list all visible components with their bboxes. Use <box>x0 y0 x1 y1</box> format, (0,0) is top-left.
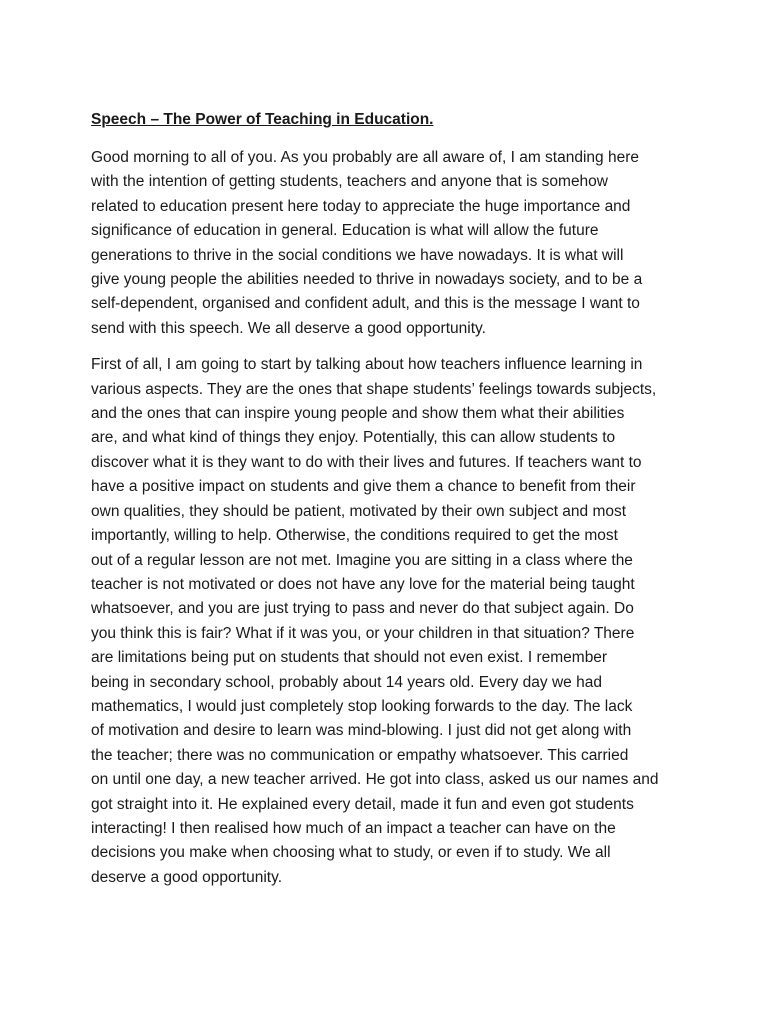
paragraph-line: and the ones that can inspire young people and show them what their abilities <box>91 405 625 423</box>
paragraph-line: on until one day, a new teacher arrived. He got into class, asked us our names and <box>91 771 659 789</box>
paragraph-line: Good morning to all of you. As you probably are all aware of, I am standing here <box>91 149 639 166</box>
paragraph-line: of motivation and desire to learn was mind-blowing. I just did not get along with <box>91 722 632 740</box>
document-title: Speech – The Power of Teaching in Education. <box>91 111 434 128</box>
paragraph-line: being in secondary school, probably about 14 years old. Every day we had <box>91 673 602 691</box>
paragraph-line: decisions you make when choosing what to study, or even if to study. We all <box>91 844 611 862</box>
paragraph-line: significance of education in general. Education is what will allow the future <box>91 222 599 240</box>
paragraph-line: with the intention of getting students, teachers and anyone that is somehow <box>91 173 608 191</box>
paragraph-line: the teacher; there was no communication or empathy whatsoever. This carried <box>91 746 629 764</box>
paragraph-line: got straight into it. He explained every detail, made it fun and even got students <box>91 795 634 813</box>
paragraph-line: deserve a good opportunity. <box>91 868 283 886</box>
paragraph-line: are, and what kind of things they enjoy. Potentially, this can allow students to <box>91 429 616 447</box>
paragraph-line: interacting! I then realised how much of an impact a teacher can have on the <box>91 819 616 837</box>
paragraph-line: mathematics, I would just completely stop looking forwards to the day. The lack <box>91 697 633 715</box>
paragraph-line: generations to thrive in the social conditions we have nowadays. It is what will <box>91 246 624 264</box>
paragraph-line: out of a regular lesson are not met. Imagine you are sitting in a class where the <box>91 551 633 569</box>
paragraph-line: own qualities, they should be patient, motivated by their own subject and most <box>91 502 627 520</box>
paragraph-line: self-dependent, organised and confident adult, and this is the message I want to <box>91 295 640 313</box>
paragraph-line: whatsoever, and you are just trying to pass and never do that subject again. Do <box>91 600 634 618</box>
paragraph-line: give young people the abilities needed to thrive in nowadays society, and to be a <box>91 271 643 289</box>
paragraph-line: importantly, willing to help. Otherwise, the conditions required to get the most <box>91 527 618 545</box>
paragraph-line: are limitations being put on students that should not even exist. I remember <box>91 649 608 667</box>
paragraph-line: teacher is not motivated or does not have any love for the material being taught <box>91 575 635 593</box>
document-body <box>91 108 691 902</box>
paragraph-1 <box>91 146 691 341</box>
paragraph-line: send with this speech. We all deserve a good opportunity. <box>91 319 486 337</box>
paragraph-2 <box>91 353 691 890</box>
paragraph-line: you think this is fair? What if it was you, or your children in that situation? There <box>91 624 635 642</box>
paragraph-line: have a positive impact on students and give them a chance to benefit from their <box>91 478 636 496</box>
paragraph-line: First of all, I am going to start by talking about how teachers influence learning in <box>91 356 643 374</box>
paragraph-line: various aspects. They are the ones that shape students’ feelings towards subjects, <box>91 380 657 398</box>
paragraph-line: discover what it is they want to do with their lives and futures. If teachers want to <box>91 453 642 471</box>
paragraph-line: related to education present here today to appreciate the huge importance and <box>91 197 631 215</box>
